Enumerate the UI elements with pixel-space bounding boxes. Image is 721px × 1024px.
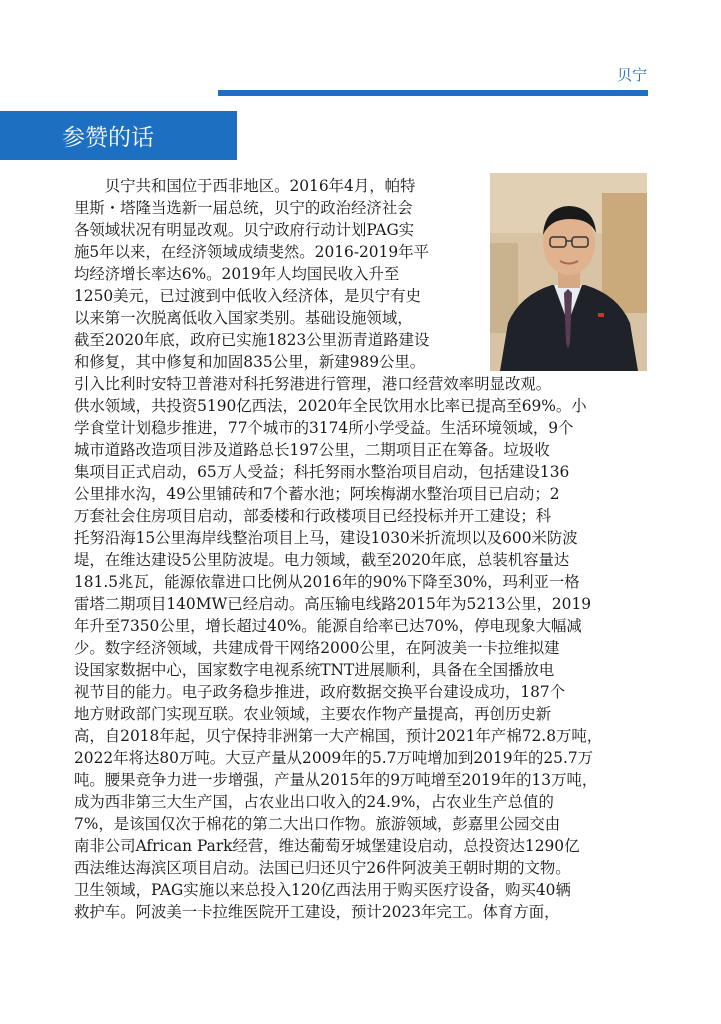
text-line: 和修复，其中修复和加固835公里，新建989公里。 xyxy=(74,353,426,371)
text-line: 地方财政部门实现互联。农业领域，主要农作物产量提高，再创历史新 xyxy=(74,705,552,723)
text-line: 集项目正式启动，65万人受益；科托努雨水整治项目启动，包括建设136 xyxy=(74,463,570,481)
text-line: 吨。腰果竞争力进一步增强，产量从2015年的9万吨增至2019年的13万吨， xyxy=(74,771,598,789)
text-line: 各领域状况有明显改观。贝宁政府行动计划PAG实 xyxy=(74,221,415,239)
text-line: 高，自2018年起，贝宁保持非洲第一大产棉国，预计2021年产棉72.8万吨， xyxy=(74,727,603,745)
text-line: 万套社会住房项目启动，部委楼和行政楼项目已经投标并开工建设；科 xyxy=(74,507,552,525)
section-title: 参赞的话 xyxy=(62,125,154,151)
text-line: 1250美元，已过渡到中低收入经济体，是贝宁有史 xyxy=(74,287,421,305)
text-line: 成为西非第三大生产国，占农业出口收入的24.9%，占农业生产总值的 xyxy=(74,793,554,811)
text-line: 以来第一次脱离低收入国家类别。基础设施领域， xyxy=(74,309,413,327)
header-rule xyxy=(218,90,648,96)
text-line: 2022年将达80万吨。大豆产量从2009年的5.7万吨增加到2019年的25.7万 xyxy=(74,749,594,767)
text-line: 救护车。阿波美一卡拉维医院开工建设，预计2023年完工。体育方面， xyxy=(74,903,560,921)
text-line: 卫生领域，PAG实施以来总投入120亿西法用于购买医疗设备，购买40辆 xyxy=(74,881,571,899)
text-line: 学食堂计划稳步推进，77个城市的3174所小学受益。生活环境领域，9个 xyxy=(74,419,574,437)
header-country-label: 贝宁 xyxy=(616,66,647,84)
text-line: 供水领域，共投资5190亿西法，2020年全民饮用水比率已提高至69%。小 xyxy=(74,397,587,415)
text-line: 贝宁共和国位于西非地区。2016年4月，帕特 xyxy=(74,177,416,195)
text-line: 181.5兆瓦，能源依靠进口比例从2016年的90%下降至30%，玛利亚一格 xyxy=(74,573,580,591)
text-line: 设国家数据中心，国家数字电视系统TNT进展顺利，具备在全国播放电 xyxy=(74,661,555,679)
text-line: 少。数字经济领域，共建成骨干网络2000公里，在阿波美一卡拉维拟建 xyxy=(74,639,560,657)
text-line: 托努沿海15公里海岸线整治项目上马，建设1030米折流坝以及600米防波 xyxy=(74,529,578,547)
text-line: 公里排水沟，49公里铺砖和7个蓄水池；阿埃梅湖水整治项目已启动；2 xyxy=(74,485,560,503)
text-line: 雷塔二期项目140MW已经启动。高压输电线路2015年为5213公里，2019 xyxy=(74,595,592,613)
text-line: 堤，在维达建设5公里防波堤。电力领域，截至2020年底，总装机容量达 xyxy=(74,551,570,569)
text-line: 年升至7350公里，增长超过40%。能源自给率已达70%，停电现象大幅减 xyxy=(74,617,582,635)
text-line: 里斯・塔隆当选新一届总统，贝宁的政治经济社会 xyxy=(74,199,413,217)
portrait-photo xyxy=(490,173,647,371)
text-line: 南非公司African Park经营，维达葡萄牙城堡建设启动，总投资达1290亿 xyxy=(74,837,580,855)
text-line: 施5年以来，在经济领域成绩斐然。2016-2019年平 xyxy=(74,243,429,261)
text-line: 截至2020年底，政府已实施1823公里沥青道路建设 xyxy=(74,331,430,349)
text-line: 均经济增长率达6%。2019年人均国民收入升至 xyxy=(74,265,400,283)
text-line: 7%，是该国仅次于棉花的第二大出口作物。旅游领域，彭嘉里公园交由 xyxy=(74,815,561,833)
text-line: 城市道路改造项目涉及道路总长197公里，二期项目正在筹备。垃圾收 xyxy=(74,441,550,459)
text-line: 视节目的能力。电子政务稳步推进，政府数据交换平台建设成功，187个 xyxy=(74,683,566,701)
text-line: 引入比利时安特卫普港对科托努港进行管理，港口经营效率明显改观。 xyxy=(74,375,552,393)
text-line: 西法维达海滨区项目启动。法国已归还贝宁26件阿波美王朝时期的文物。 xyxy=(74,859,571,877)
